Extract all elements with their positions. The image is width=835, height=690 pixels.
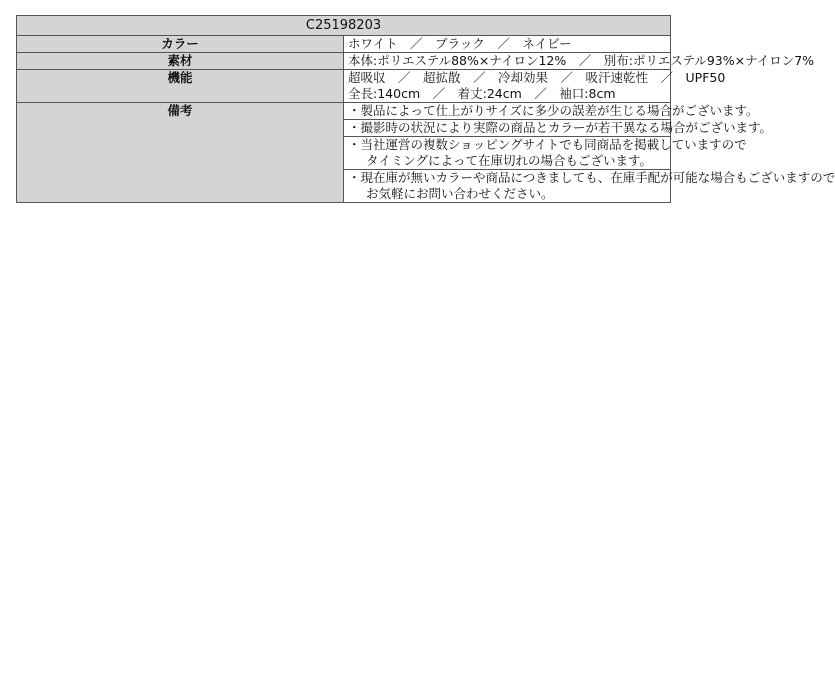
note-text: ・当社運営の複数ショッピングサイトでも同商品を掲載していますので	[348, 137, 747, 152]
spec-title-row	[17, 16, 671, 36]
notes-label: 備考	[17, 103, 344, 203]
note-text: ・製品によって仕上がりサイズに多少の誤差が生じる場合がございます。	[348, 103, 759, 118]
note-item	[344, 103, 759, 120]
spec-row-function	[17, 70, 671, 103]
function-value-line: 超吸収 ／ 超拡散 ／ 冷却効果 ／ 吸汗速乾性 ／ UPF50	[348, 70, 726, 85]
note-text: ・現在庫が無いカラーや商品につきましても、在庫手配が可能な場合もございますので	[348, 170, 835, 185]
note-item	[344, 137, 747, 170]
size-value-line: 全長:140cm ／ 着丈:24cm ／ 袖口:8cm	[348, 86, 616, 101]
spec-row-color	[17, 36, 671, 53]
material-value	[344, 53, 815, 70]
function-label: 機能	[17, 70, 344, 103]
spec-row-material	[17, 53, 671, 70]
note-text-continued: タイミングによって在庫切れの場合もございます。	[366, 153, 653, 168]
product-code: C25198203	[17, 16, 671, 36]
note-item	[344, 170, 835, 202]
color-value-line: ホワイト ／ ブラック ／ ネイビー	[348, 36, 572, 51]
spec-row-notes	[17, 103, 671, 203]
note-text: ・撮影時の状況により実際の商品とカラーが若干異なる場合がございます。	[348, 120, 773, 135]
color-value	[344, 36, 671, 53]
function-value	[344, 70, 726, 103]
product-spec-table	[16, 15, 835, 203]
note-text-continued: お気軽にお問い合わせください。	[366, 186, 554, 201]
notes-value	[344, 103, 835, 203]
note-item	[344, 120, 773, 137]
color-label: カラー	[17, 36, 344, 53]
material-value-line: 本体:ポリエステル88%×ナイロン12% ／ 別布:ポリエステル93%×ナイロン7%	[348, 53, 815, 68]
material-label: 素材	[17, 53, 344, 70]
